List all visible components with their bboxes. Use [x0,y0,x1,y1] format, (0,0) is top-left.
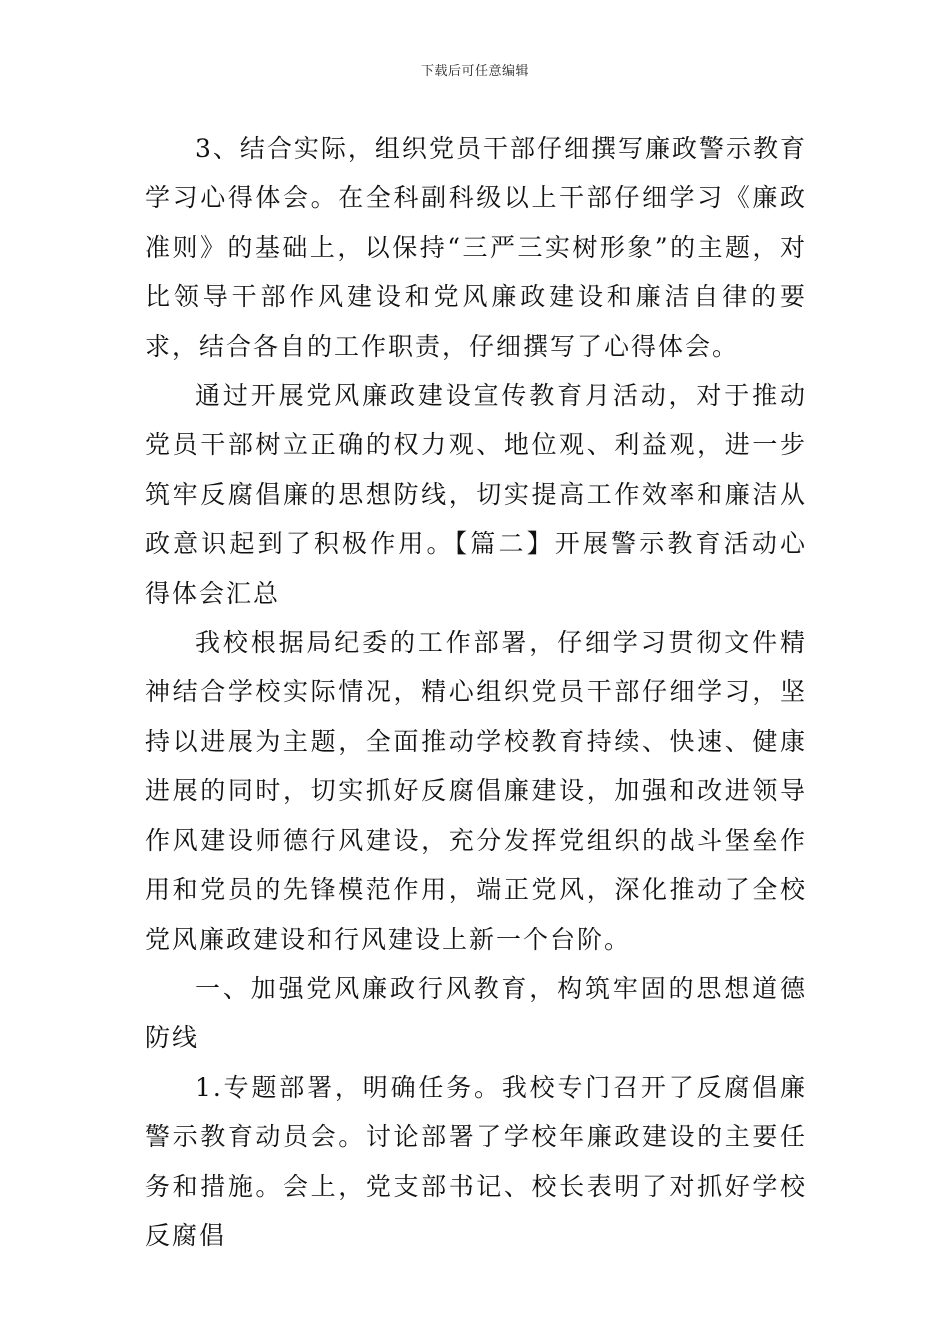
paragraph-school-overview: 我校根据局纪委的工作部署，仔细学习贯彻文件精神结合学校实际情况，精心组织党员干部仔细学习，坚持以进展为主题，全面推动学校教育持续、快速、健康进展的同时，切实抓好反腐倡廉建设，加强和改进领导作风建设师德行风建设，充分发挥党组织的战斗堡垒作用和党员的先锋模范作用，端正党风，深化推动了全校党风廉政建设和行风建设上新一个台阶。 [145,628,807,954]
document-body [145,124,807,1260]
paragraph-education-month: 通过开展党风廉政建设宣传教育月活动，对于推动党员干部树立正确的权力观、地位观、利益观，进一步筑牢反腐倡廉的思想防线，切实提高工作效率和廉洁从政意识起到了积极作用。【篇二】开展警示教育活动心得体会汇总 [145,381,807,608]
paragraph-special-deployment: 1.专题部署，明确任务。我校专门召开了反腐倡廉警示教育动员会。讨论部署了学校年廉政建设的主要任务和措施。会上，党支部书记、校长表明了对抓好学校反腐倡 [145,1072,807,1250]
paragraph-study-notes: 3、结合实际，组织党员干部仔细撰写廉政警示教育学习心得体会。在全科副科级以上干部仔细学习《廉政准则》的基础上，以保持“三严三实树形象”的主题，对比领导干部作风建设和党风廉政建设和廉洁自律的要求，结合各自的工作职责，仔细撰写了心得体会。 [145,134,807,361]
section-heading-one: 一、加强党风廉政行风教育，构筑牢固的思想道德防线 [145,973,807,1053]
header-note: 下载后可任意编辑 [420,64,529,79]
